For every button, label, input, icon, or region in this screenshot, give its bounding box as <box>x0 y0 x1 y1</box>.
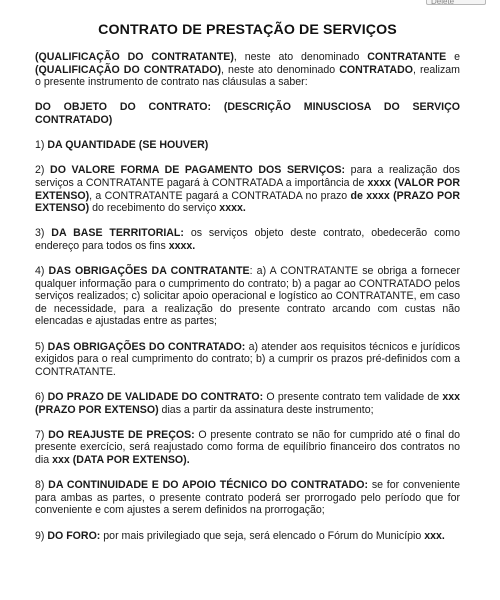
body-text: 9) <box>35 529 48 542</box>
body-text: os serviços objeto deste contrato, obedecerão como endereço para todos os fins <box>35 227 460 252</box>
delete-button[interactable]: Delete <box>426 0 486 5</box>
document-title: CONTRATO DE PRESTAÇÃO DE SERVIÇOS <box>98 22 397 38</box>
clause-3-territory <box>35 227 460 252</box>
bold-text: xxxx (VALOR POR EXTENSO) <box>35 176 461 202</box>
bold-text: DAS OBRIGAÇÕES DO CONTRATADO: <box>47 340 246 353</box>
bold-text: (QUALIFICAÇÃO DO CONTRATANTE) <box>35 51 234 63</box>
body-text: 4) <box>35 265 49 278</box>
body-text: : a) A CONTRATANTE se obriga a fornecer qualquer informação para o cumprimento do contrato; b) a pagar ao CONTRATADO pelos serviços realizados; c) solicitar apoio operacional e logístico ao CONTRATANTE, em caso de necessidade, para a realização do presente contrato arcando com custas não elencadas e ajustadas entre as partes; <box>35 265 460 328</box>
body-text: 2) <box>35 164 51 177</box>
bold-text: DO PRAZO DE VALIDADE DO CONTRATO: <box>47 391 264 404</box>
bold-text: DA QUANTIDADE (SE HOUVER) <box>47 139 209 152</box>
body-text: do recebimento do serviço <box>89 202 220 215</box>
clause-9-jurisdiction <box>35 530 460 543</box>
clause-7-price-adjustment <box>35 429 460 467</box>
object-clause <box>35 101 460 126</box>
body-text: a) atender aos requisitos técnicos e jurídicos exigidos para o real cumprimento do contrato; b) a cumprir os prazos pré-definidos com a CONTRATANTE. <box>35 340 461 378</box>
clause-2-payment <box>35 164 460 214</box>
clause-6-validity <box>35 391 460 416</box>
body-text: , realizam o presente instrumento de contrato nas cláusulas a saber: <box>35 63 461 89</box>
body-text: e <box>446 51 461 63</box>
body-text: 8) <box>35 479 49 492</box>
body-text: , neste ato denominado <box>221 63 340 76</box>
bold-text: CONTRATANTE <box>367 51 447 63</box>
clause-1-quantity <box>35 139 460 152</box>
parties-paragraph <box>35 51 460 89</box>
body-text: , a CONTRATANTE pagará a CONTRATADA no prazo <box>89 189 351 202</box>
bold-text: xxxx. <box>219 202 246 215</box>
body-text: , neste ato denominado <box>233 51 368 63</box>
contract-document <box>35 0 460 542</box>
body-text: se for conveniente para ambas as partes, o presente contrato poderá ser prorrogado pelo período que for conveniente e com ajustes a serem definidos na prorrogação; <box>35 479 460 517</box>
bold-text: (QUALIFICAÇÃO DO CONTRATADO) <box>35 63 222 76</box>
bold-text: CONTRATADO <box>339 63 413 76</box>
body-text: O presente contrato se não for cumprido até o final do presente exercício, será reajustado como forma de equilíbrio financeiro dos contratos no dia <box>35 428 460 466</box>
bold-text: DA BASE TERRITORIAL: <box>51 227 184 240</box>
bold-text: DO REAJUSTE DE PREÇOS: <box>48 428 195 441</box>
body-text: 1) <box>35 139 48 152</box>
bold-text: DAS OBRIGAÇÕES DA CONTRATANTE <box>48 265 250 278</box>
body-text: 3) <box>35 227 52 240</box>
body-text: 7) <box>35 428 49 441</box>
bold-text: DO OBJETO DO CONTRATO: (DESCRIÇÃO MINUSCIOSA DO SERVIÇO CONTRATADO) <box>35 101 460 126</box>
body-text: 6) <box>35 391 48 404</box>
contract-body <box>35 51 460 542</box>
bold-text: DA CONTINUIDADE E DO APOIO TÉCNICO DO CONTRATADO: <box>48 479 369 492</box>
bold-text: xxxx. <box>168 239 196 252</box>
bold-text: xxx (PRAZO POR EXTENSO) <box>35 391 460 416</box>
bold-text: xxx (DATA POR EXTENSO). <box>52 454 190 466</box>
bold-text: DO VALORE FORMA DE PAGAMENTO DOS SERVIÇOS: <box>50 164 346 177</box>
bold-text: DO FORO: <box>47 529 101 542</box>
body-text: 5) <box>35 340 48 353</box>
body-text: para a realização dos serviços a CONTRATANTE pagará à CONTRATADA a importância de <box>35 164 460 189</box>
body-text: O presente contrato tem validade de <box>263 391 443 404</box>
bold-text: de xxxx (PRAZO POR EXTENSO) <box>35 189 461 215</box>
body-text: por mais privilegiado que seja, será elencado o Fórum do Município <box>100 529 425 542</box>
clause-5-contracted-obligations <box>35 341 460 379</box>
bold-text: xxx. <box>424 529 445 542</box>
clause-8-continuity <box>35 479 460 517</box>
body-text: dias a partir da assinatura deste instrumento; <box>158 403 374 416</box>
clause-4-contractor-obligations <box>35 265 460 328</box>
